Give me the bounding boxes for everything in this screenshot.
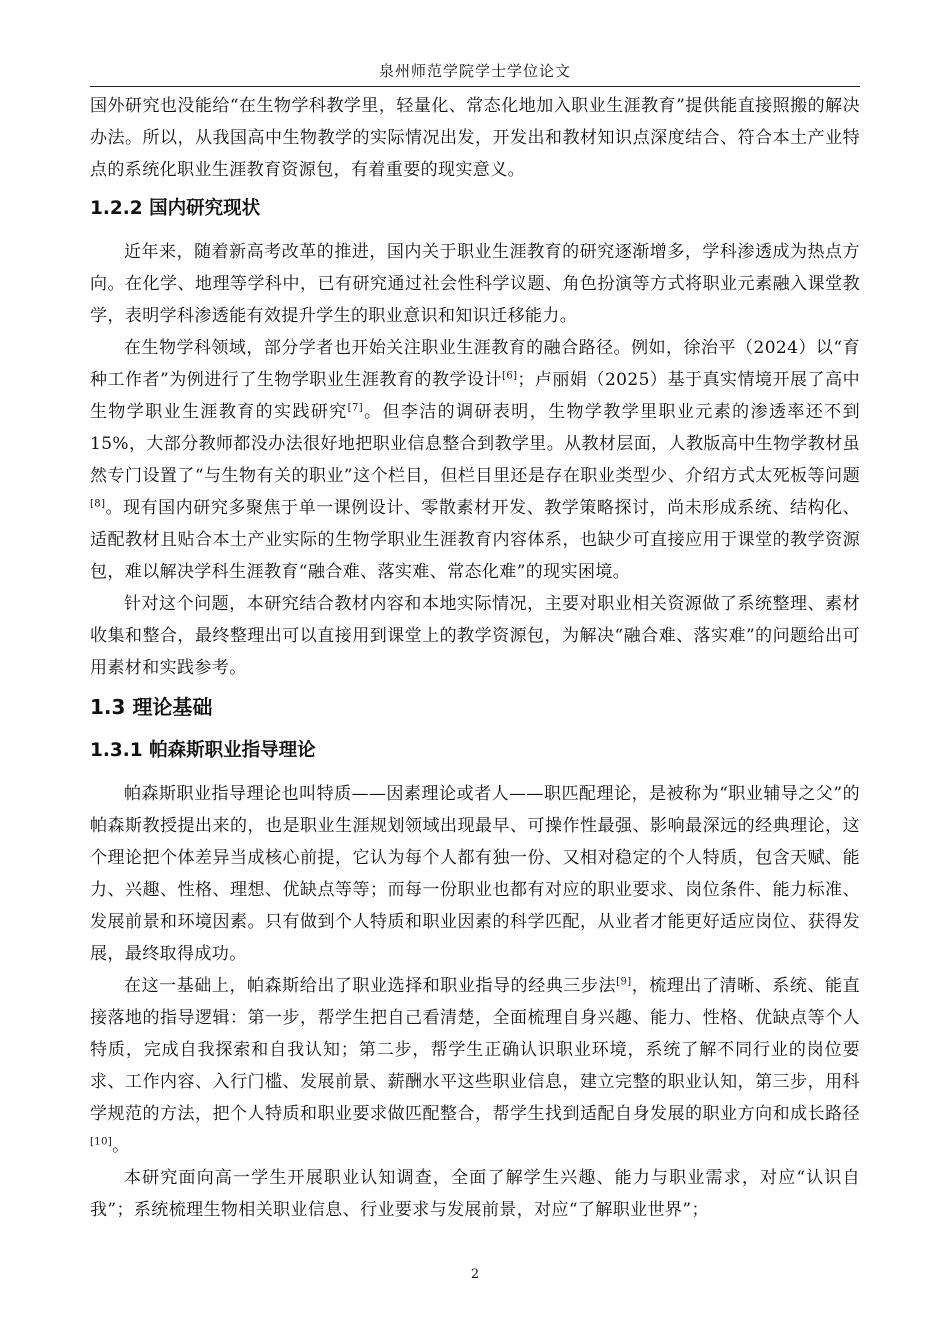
- paragraph-three-steps: [90, 970, 860, 1162]
- citation-8[interactable]: [8]: [90, 498, 106, 510]
- citation-10[interactable]: [10]: [90, 1136, 113, 1148]
- section-heading-1-2-2: 1.2.2 国内研究现状: [90, 198, 261, 219]
- section-heading-1-3-1: 1.3.1 帕森斯职业指导理论: [90, 740, 316, 761]
- paragraph-biology-field: [90, 332, 860, 588]
- paragraph-this-study: 针对这个问题，本研究结合教材内容和本地实际情况，主要对职业相关资源做了系统整理、素材收集和整合，最终整理出可以直接用到课堂上的教学资源包，为解决“融合难、落实难”的问题给出可用素材和实践参考。: [90, 594, 860, 678]
- header-rule: [90, 86, 860, 87]
- citation-6[interactable]: [6]: [502, 370, 518, 382]
- paragraph-continuation: 国外研究也没能给“在生物学科教学里，轻量化、常态化地加入职业生涯教育”提供能直接照搬的解决办法。所以，从我国高中生物教学的实际情况出发，开发出和教材知识点深度结合、符合本土产业特点的系统化职业生涯教育资源包，有着重要的现实意义。: [90, 96, 860, 180]
- text-run: 。现有国内研究多聚焦于单一课例设计、零散素材开发、教学策略探讨，尚未形成系统、结构化、适配教材且贴合本土产业实际的生物学职业生涯教育内容体系，也缺少可直接应用于课堂的教学资源包，难以解决学科生涯教育“融合难、落实难、常态化难”的现实困境。: [90, 498, 860, 582]
- paragraph-parsons-theory: 帕森斯职业指导理论也叫特质——因素理论或者人——职匹配理论，是被称为“职业辅导之父”的帕森斯教授提出来的，也是职业生涯规划领域出现最早、可操作性最强、影响最深远的经典理论，这个理论把个体差异当成核心前提，它认为每个人都有独一份、又相对稳定的个人特质，包含天赋、能力、兴趣、性格、理想、优缺点等等；而每一份职业也都有对应的职业要求、岗位条件、能力标准、发展前景和环境因素。只有做到个人特质和职业因素的科学匹配，从业者才能更好适应岗位、获得发展，最终取得成功。: [90, 784, 860, 964]
- paragraph-application: 本研究面向高一学生开展职业认知调查，全面了解学生兴趣、能力与职业需求，对应“认识自我”；系统梳理生物相关职业信息、行业要求与发展前景，对应“了解职业世界”；: [90, 1168, 860, 1220]
- section-heading-1-3: 1.3 理论基础: [90, 695, 213, 719]
- text-run: ；卢丽娟（2025）基于真实情境开展了高中生物学职业生涯教育的实践研究: [90, 370, 860, 422]
- text-run: 在生物学科领域，部分学者也开始关注职业生涯教育的融合路径。例如，徐治平（2024）以“育种工作者”为例进行了生物学职业生涯教育的教学设计: [90, 338, 860, 390]
- body-content: [90, 90, 860, 1226]
- text-run: ，梳理出了清晰、系统、能直接落地的指导逻辑：第一步，帮学生把自己看清楚，全面梳理自身兴趣、能力、性格、优缺点等个人特质，完成自我探索和自我认知；第二步，帮学生正确认识职业环境，系统了解不同行业的岗位要求、工作内容、入行门槛、发展前景、薪酬水平这些职业信息，建立完整的职业认知，第三步，用科学规范的方法，把个人特质和职业要求做匹配整合，帮学生找到适配自身发展的职业方向和成长路径: [90, 976, 861, 1124]
- citation-7[interactable]: [7]: [347, 402, 364, 414]
- text-run: 。但李洁的调研表明，生物学教学里职业元素的渗透率还不到 15%，大部分教师都没办法很好地把职业信息整合到教学里。从教材层面，人教版高中生物学教材虽然专门设置了“与生物有关的职业”这个栏目，但栏目里还是存在职业类型少、介绍方式太死板等问题: [90, 402, 860, 486]
- running-header: 泉州师范学院学士学位论文: [378, 62, 571, 80]
- text-run: 。: [112, 1136, 130, 1156]
- citation-9[interactable]: [9]: [616, 976, 632, 988]
- page-number: 2: [470, 1267, 480, 1282]
- text-run: 在这一基础上，帕森斯给出了职业选择和职业指导的经典三步法: [124, 976, 617, 996]
- paragraph-domestic-intro: 近年来，随着新高考改革的推进，国内关于职业生涯教育的研究逐渐增多，学科渗透成为热点方向。在化学、地理等学科中，已有研究通过社会性科学议题、角色扮演等方式将职业元素融入课堂教学，表明学科渗透能有效提升学生的职业意识和知识迁移能力。: [90, 242, 860, 326]
